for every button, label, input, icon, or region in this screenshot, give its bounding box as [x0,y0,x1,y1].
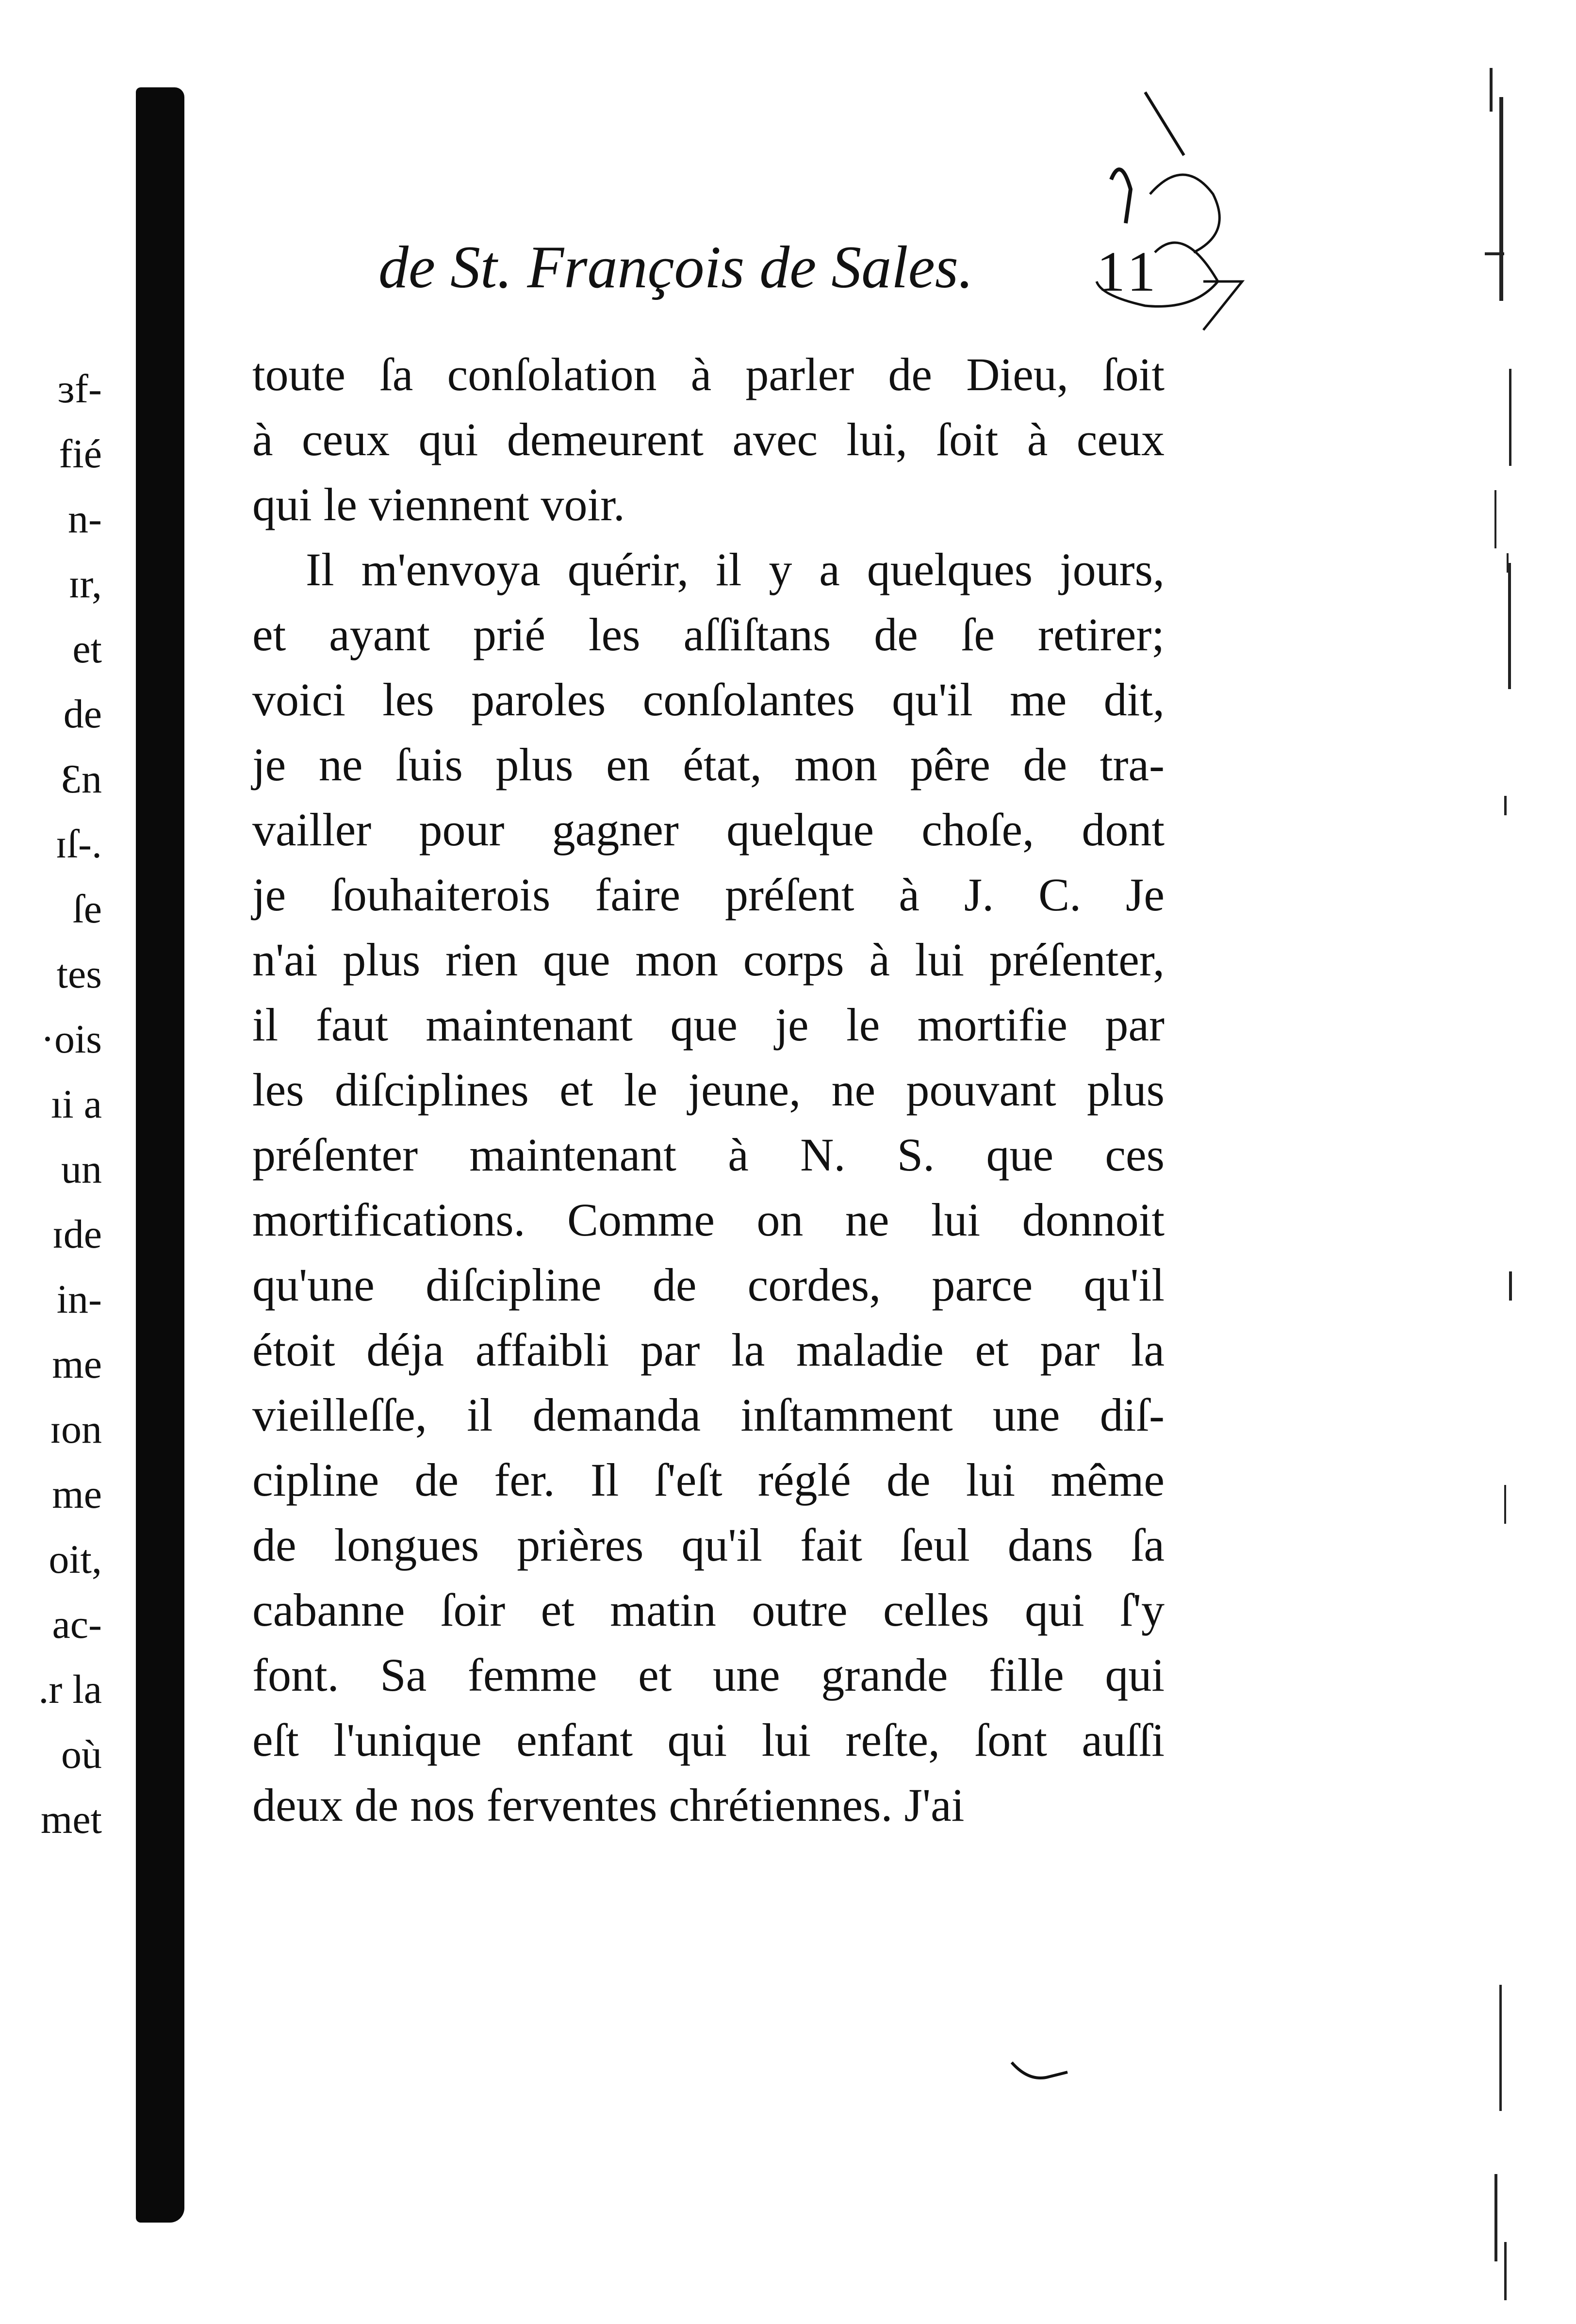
text-line: font. Sa femme et une grande fille qui [252,1649,1165,1701]
left-fragment: et [72,626,102,672]
left-fragment: me [52,1342,102,1387]
left-fragment: ɜf- [57,366,102,412]
text-line: à ceux qui demeurent avec lui, ſoit à ceux [252,413,1165,465]
text-line: Il m'envoya quérir, il y a quelques jours, [306,544,1165,595]
left-page-fragments [10,357,102,1852]
left-fragment: ɪr, [68,561,102,607]
left-fragment: ɪſ-. [55,822,102,867]
left-fragment: in- [56,1277,102,1322]
left-fragment: ſe [72,887,102,932]
left-fragment: Ɛn [61,757,102,802]
text-line: préſenter maintenant à N. S. que ces [252,1129,1165,1181]
left-fragment: n- [68,496,102,542]
text-line: cipline de fer. Il ſ'eſt réglé de lui même [252,1454,1165,1506]
text-line: eſt l'unique enfant qui lui reſte, ſont auſſi [252,1714,1165,1766]
text-line: vailler pour gagner quelque choſe, dont [252,804,1165,856]
body-text [252,342,1165,1838]
text-line: je ſouhaiterois faire préſent à J. C. Je [252,869,1165,921]
gutter-shadow [136,87,184,2223]
left-fragment: où [61,1732,102,1777]
left-fragment: oit, [49,1537,102,1582]
text-line: voici les paroles conſolantes qu'il me dit, [252,674,1165,725]
text-line: n'ai plus rien que mon corps à lui préſenter, [252,934,1165,986]
left-fragment: ac- [52,1602,102,1647]
text-line: les diſciplines et le jeune, ne pouvant plus [252,1064,1165,1116]
text-line: de longues prières qu'il fait ſeul dans ſa [252,1519,1165,1571]
text-line: toute ſa conſolation à parler de Dieu, ſoit [252,348,1165,400]
left-fragment: un [61,1147,102,1192]
left-fragment: fié [59,431,102,477]
running-head: de St. François de Sales. [378,234,974,300]
left-fragment: me [52,1472,102,1517]
left-fragment: met [41,1797,102,1842]
text-line: deux de nos ferventes chrétiennes. J'ai [252,1779,965,1831]
text-line: qui le viennent voir. [252,478,625,530]
text-line: il faut maintenant que je le mortifie par [252,999,1165,1051]
handwritten-pen-mark [1058,78,1262,349]
text-line: vieilleſſe, il demanda inſtamment une diſ- [252,1389,1165,1441]
stray-ink-mark [1009,2058,1072,2087]
text-line: étoit déja affaibli par la maladie et par la [252,1324,1165,1376]
text-line: qu'une diſcipline de cordes, parce qu'il [252,1259,1165,1311]
left-fragment: ɪde [52,1212,102,1257]
left-fragment: ıi a [51,1082,102,1127]
text-line: mortifications. Comme on ne lui donnoit [252,1194,1165,1246]
left-fragment: tes [56,952,102,997]
left-fragment: de [63,692,102,737]
text-line: je ne ſuis plus en état, mon pêre de tra- [252,739,1165,791]
left-fragment: ɪon [49,1407,102,1452]
text-line: et ayant prié les aſſiſtans de ſe retirer; [252,609,1165,660]
right-edge-artifacts [1475,68,1572,2300]
left-fragment: .r la [38,1667,102,1712]
text-line: cabanne ſoir et matin outre celles qui ſ'y [252,1584,1165,1636]
left-fragment: ·ois [41,1017,102,1062]
page-number: 11 [1097,240,1160,303]
